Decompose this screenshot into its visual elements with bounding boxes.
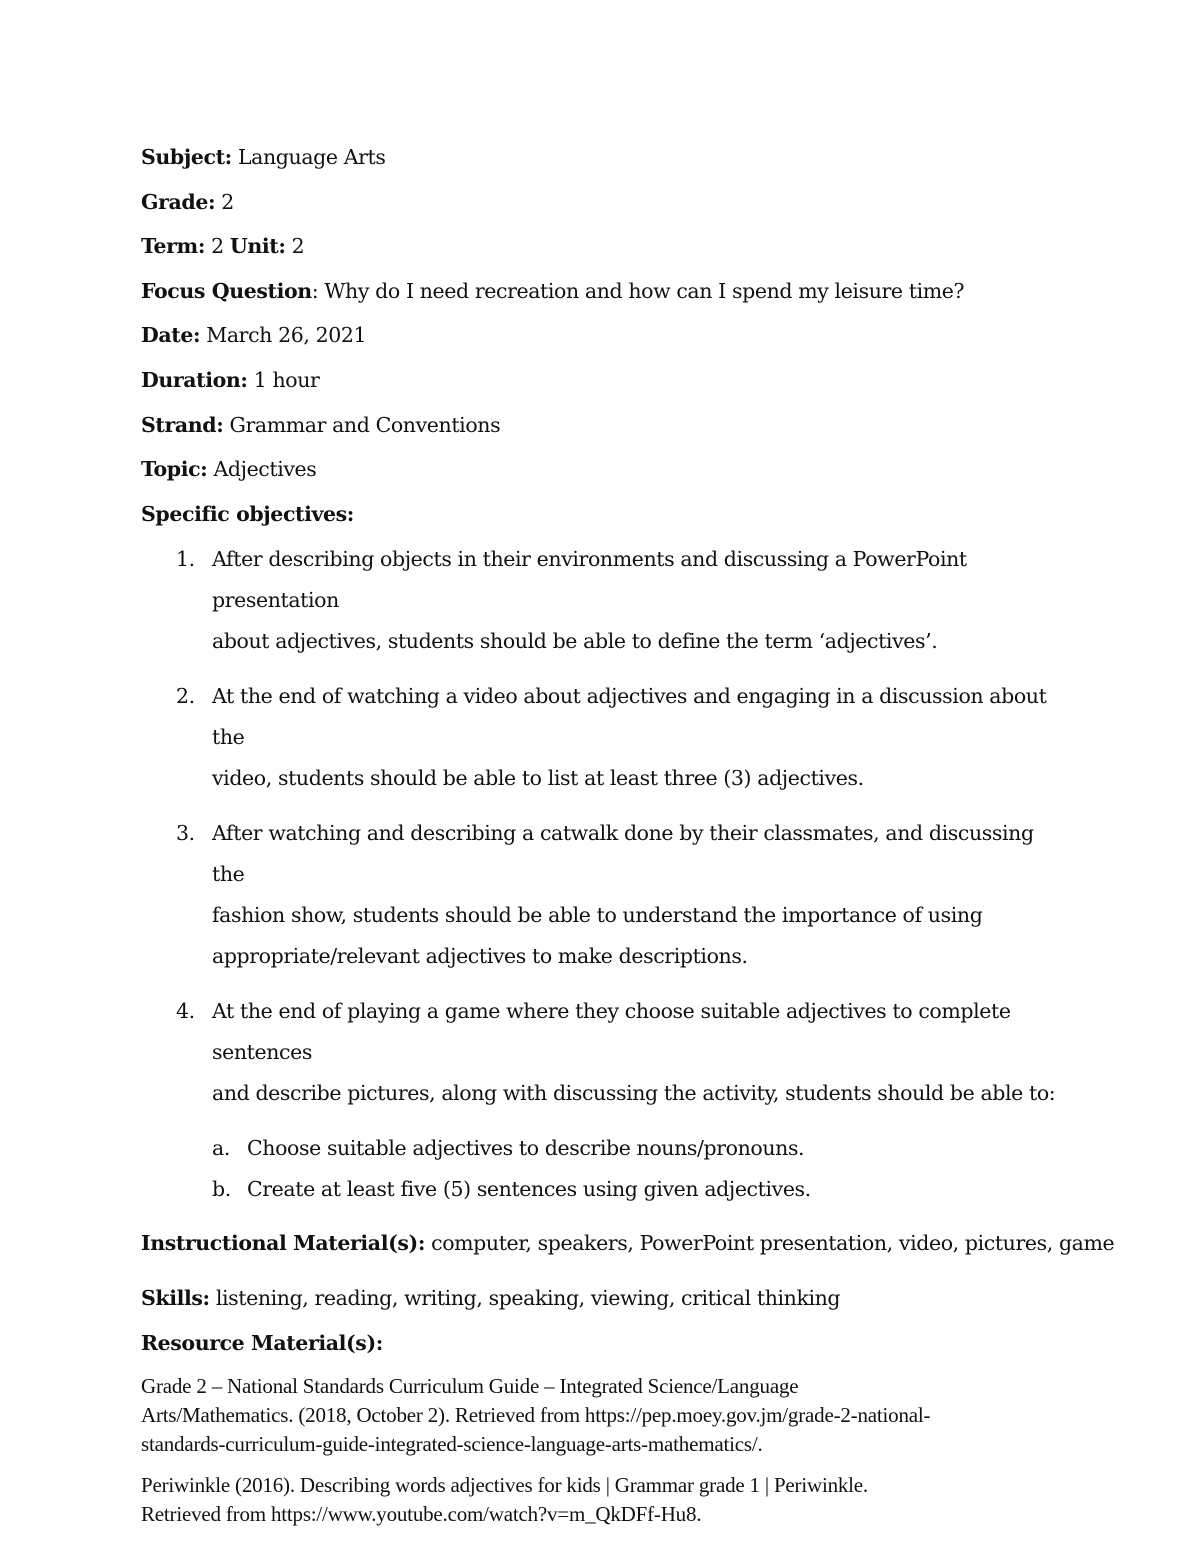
objective-subitems-list: [212, 1128, 1071, 1210]
objective-text-line: and describe pictures, along with discussing the activity, students should be able to:: [212, 1080, 1056, 1105]
focus-question-field: [141, 272, 1071, 317]
objectives-heading: Specific objectives:: [141, 501, 354, 526]
grade-value: 2: [221, 189, 234, 214]
objective-text-line: At the end of playing a game where they choose suitable adjectives to complete sentences: [212, 998, 1011, 1064]
term-label: Term:: [141, 234, 206, 259]
grade-field: [141, 183, 1071, 228]
instructional-materials-value: computer, speakers, PowerPoint presentation, video, pictures, game: [431, 1230, 1115, 1255]
grade-label: Grade:: [141, 189, 216, 214]
strand-field: [141, 406, 1071, 451]
lesson-plan-page: [141, 138, 1115, 1541]
skills-value: listening, reading, writing, speaking, viewing, critical thinking: [215, 1285, 841, 1310]
subject-label: Subject:: [141, 145, 232, 169]
objective-text-line: After watching and describing a catwalk done by their classmates, and discussing the: [212, 820, 1034, 886]
duration-field: [141, 361, 1071, 406]
date-value: March 26, 2021: [206, 323, 367, 348]
strand-value: Grammar and Conventions: [229, 412, 501, 437]
objective-text-line: appropriate/relevant adjectives to make descriptions.: [212, 943, 748, 968]
objective-number: 3.: [176, 820, 195, 845]
objective-text-line: fashion show, students should be able to understand the importance of using: [212, 902, 983, 927]
reference-line: Periwinkle (2016). Describing words adjectives for kids | Grammar grade 1 | Periwinkle.: [141, 1472, 868, 1497]
reference-entry: [141, 1471, 1071, 1529]
objective-number: 4.: [176, 998, 195, 1023]
objective-text-line: about adjectives, students should be able to define the term ‘adjectives’.: [212, 628, 938, 653]
instructional-materials-field: [141, 1224, 1115, 1279]
subject-field: [141, 138, 1071, 183]
term-value: 2: [211, 234, 224, 259]
strand-label: Strand:: [141, 412, 224, 437]
subitem-text: Create at least five (5) sentences using given adjectives.: [247, 1176, 811, 1201]
objective-item: [141, 991, 1071, 1210]
skills-field: [141, 1279, 1071, 1324]
objective-item: [141, 676, 1071, 799]
reference-entry: [141, 1372, 1071, 1459]
unit-value: 2: [291, 234, 305, 259]
objective-subitem: [212, 1128, 1071, 1169]
objective-item: [141, 813, 1071, 977]
focus-question-value: : Why do I need recreation and how can I spend my leisure time?: [311, 278, 965, 303]
reference-line: Grade 2 – National Standards Curriculum Guide – Integrated Science/Language: [141, 1373, 799, 1398]
objective-text-line: video, students should be able to list at least three (3) adjectives.: [212, 765, 864, 790]
objective-item: [141, 539, 1071, 662]
topic-value: Adjectives: [213, 457, 317, 482]
objective-number: 1.: [176, 546, 195, 571]
objectives-list: [141, 539, 1071, 1210]
focus-question-label: Focus Question: [141, 278, 312, 303]
objective-text-line: At the end of watching a video about adjectives and engaging in a discussion about the: [212, 683, 1047, 749]
term-unit-field: [141, 227, 1071, 272]
reference-line: Retrieved from https://www.youtube.com/watch?v=m_QkDFf-Hu8.: [141, 1501, 702, 1526]
duration-label: Duration:: [141, 367, 248, 392]
reference-line: standards-curriculum-guide-integrated-science-language-arts-mathematics/.: [141, 1431, 763, 1456]
subject-value: Language Arts: [237, 145, 386, 169]
date-label: Date:: [141, 323, 201, 348]
objective-text-line: After describing objects in their environments and discussing a PowerPoint presentation: [212, 546, 967, 612]
resource-materials-heading: Resource Material(s):: [141, 1330, 383, 1355]
date-field: [141, 316, 1071, 361]
topic-field: [141, 450, 1071, 495]
subitem-letter: b.: [212, 1176, 231, 1201]
subitem-text: Choose suitable adjectives to describe nouns/pronouns.: [247, 1135, 805, 1160]
topic-label: Topic:: [141, 457, 208, 482]
objective-subitem: [212, 1169, 1071, 1210]
reference-line: Arts/Mathematics. (2018, October 2). Retrieved from https://pep.moey.gov.jm/grade-2-national-: [141, 1402, 931, 1427]
duration-value: 1 hour: [253, 367, 320, 392]
skills-label: Skills:: [141, 1285, 210, 1310]
objective-number: 2.: [176, 683, 195, 708]
subitem-letter: a.: [212, 1135, 230, 1160]
instructional-materials-label: Instructional Material(s):: [141, 1230, 425, 1255]
unit-label: Unit:: [229, 234, 286, 259]
